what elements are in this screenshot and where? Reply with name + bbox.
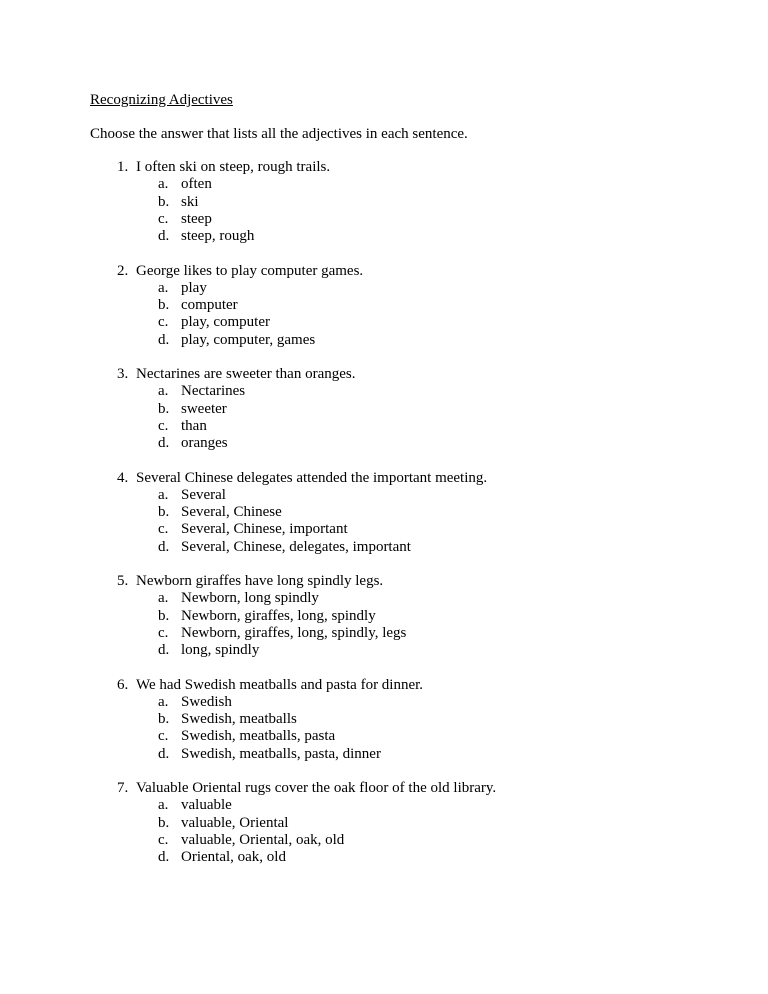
option-letter: b.: [158, 814, 170, 831]
question-number: 1.: [117, 159, 129, 175]
option-letter: b.: [158, 607, 170, 624]
answer-option-d: [0, 435, 768, 452]
question-4: [0, 470, 768, 574]
option-letter: b.: [158, 193, 170, 210]
answer-option-a: [0, 797, 768, 814]
option-text: Newborn, long spindly: [181, 590, 319, 607]
option-text: often: [181, 176, 212, 193]
answer-option-a: [0, 487, 768, 504]
option-text: valuable, Oriental, oak, old: [181, 831, 345, 848]
question-text: Newborn giraffes have long spindly legs.: [136, 573, 384, 589]
question-prompt: [0, 677, 768, 694]
question-prompt: [0, 263, 768, 280]
question-number: 3.: [117, 366, 129, 382]
answer-option-d: [0, 539, 768, 556]
question-text: George likes to play computer games.: [136, 262, 364, 279]
question-prompt: [0, 159, 768, 176]
option-letter: a.: [158, 693, 169, 710]
answer-option-c: [0, 521, 768, 538]
option-text: play, computer: [181, 314, 270, 331]
option-text: long, spindly: [181, 642, 260, 659]
option-letter: a.: [158, 383, 169, 400]
question-prompt: [0, 470, 768, 487]
question-text: Several Chinese delegates attended the important meeting.: [136, 469, 488, 486]
answer-option-c: [0, 211, 768, 228]
option-text: Several, Chinese, delegates, important: [181, 538, 411, 555]
option-text: play, computer, games: [181, 331, 316, 348]
answer-option-d: [0, 746, 768, 763]
answer-option-a: [0, 694, 768, 711]
option-text: Several: [181, 486, 226, 503]
option-letter: a.: [158, 486, 169, 503]
answer-option-b: [0, 711, 768, 728]
question-prompt: [0, 366, 768, 383]
option-text: than: [181, 417, 207, 434]
option-letter: a.: [158, 590, 169, 607]
option-text: ski: [181, 193, 199, 210]
option-letter: b.: [158, 400, 170, 417]
option-text: Swedish, meatballs, pasta: [181, 728, 336, 745]
answer-option-a: [0, 383, 768, 400]
option-text: Swedish, meatballs: [181, 711, 297, 728]
option-letter: a.: [158, 797, 169, 814]
option-text: valuable, Oriental: [181, 814, 289, 831]
option-text: Oriental, oak, old: [181, 849, 286, 866]
question-text: We had Swedish meatballs and pasta for dinner.: [136, 676, 424, 693]
option-text: Swedish, meatballs, pasta, dinner: [181, 745, 381, 762]
question-prompt: [0, 573, 768, 590]
answer-option-c: [0, 728, 768, 745]
question-number: 2.: [117, 262, 129, 279]
question-number: 5.: [117, 573, 129, 589]
option-letter: c.: [158, 417, 169, 434]
answer-option-c: [0, 832, 768, 849]
answer-option-a: [0, 176, 768, 193]
option-letter: d.: [158, 538, 170, 555]
question-1: [0, 159, 768, 263]
question-number: 4.: [117, 469, 129, 486]
question-prompt: [0, 780, 768, 797]
option-letter: c.: [158, 728, 169, 745]
option-letter: d.: [158, 331, 170, 348]
answer-option-c: [0, 418, 768, 435]
option-letter: d.: [158, 849, 170, 866]
option-text: valuable: [181, 797, 232, 814]
page-title: Recognizing Adjectives: [90, 92, 233, 108]
option-text: Swedish: [181, 693, 232, 710]
option-text: Newborn, giraffes, long, spindly, legs: [181, 624, 407, 641]
option-letter: b.: [158, 504, 170, 521]
answer-option-b: [0, 401, 768, 418]
answer-option-c: [0, 314, 768, 331]
option-text: Several, Chinese: [181, 504, 282, 521]
option-letter: d.: [158, 435, 170, 452]
instructions: Choose the answer that lists all the adjectives in each sentence.: [90, 126, 468, 142]
option-text: play: [181, 279, 207, 296]
option-letter: d.: [158, 228, 170, 245]
question-7: [0, 780, 768, 884]
answer-option-a: [0, 280, 768, 297]
answer-option-d: [0, 849, 768, 866]
option-letter: c.: [158, 831, 169, 848]
option-text: steep: [181, 210, 212, 227]
option-letter: d.: [158, 745, 170, 762]
answer-option-b: [0, 815, 768, 832]
question-number: 7.: [117, 780, 129, 796]
option-letter: c.: [158, 210, 169, 227]
option-text: steep, rough: [181, 228, 255, 245]
question-5: [0, 573, 768, 677]
answer-option-b: [0, 608, 768, 625]
option-text: Nectarines: [181, 383, 246, 400]
question-list: [0, 159, 768, 884]
answer-option-d: [0, 228, 768, 245]
option-text: sweeter: [181, 400, 227, 417]
option-letter: a.: [158, 176, 169, 193]
option-letter: d.: [158, 642, 170, 659]
option-text: Several, Chinese, important: [181, 521, 348, 538]
question-text: I often ski on steep, rough trails.: [136, 159, 331, 175]
answer-option-d: [0, 642, 768, 659]
question-number: 6.: [117, 676, 129, 693]
question-2: [0, 263, 768, 367]
option-text: Newborn, giraffes, long, spindly: [181, 607, 376, 624]
answer-option-b: [0, 504, 768, 521]
option-letter: b.: [158, 297, 170, 314]
option-letter: c.: [158, 521, 169, 538]
option-letter: a.: [158, 279, 169, 296]
option-letter: b.: [158, 711, 170, 728]
answer-option-d: [0, 332, 768, 349]
answer-option-a: [0, 590, 768, 607]
question-6: [0, 677, 768, 781]
option-letter: c.: [158, 624, 169, 641]
question-text: Nectarines are sweeter than oranges.: [136, 366, 356, 382]
question-text: Valuable Oriental rugs cover the oak floor of the old library.: [136, 780, 497, 796]
option-text: computer: [181, 297, 238, 314]
option-letter: c.: [158, 314, 169, 331]
answer-option-c: [0, 625, 768, 642]
option-text: oranges: [181, 435, 228, 452]
question-3: [0, 366, 768, 470]
answer-option-b: [0, 297, 768, 314]
answer-option-b: [0, 194, 768, 211]
